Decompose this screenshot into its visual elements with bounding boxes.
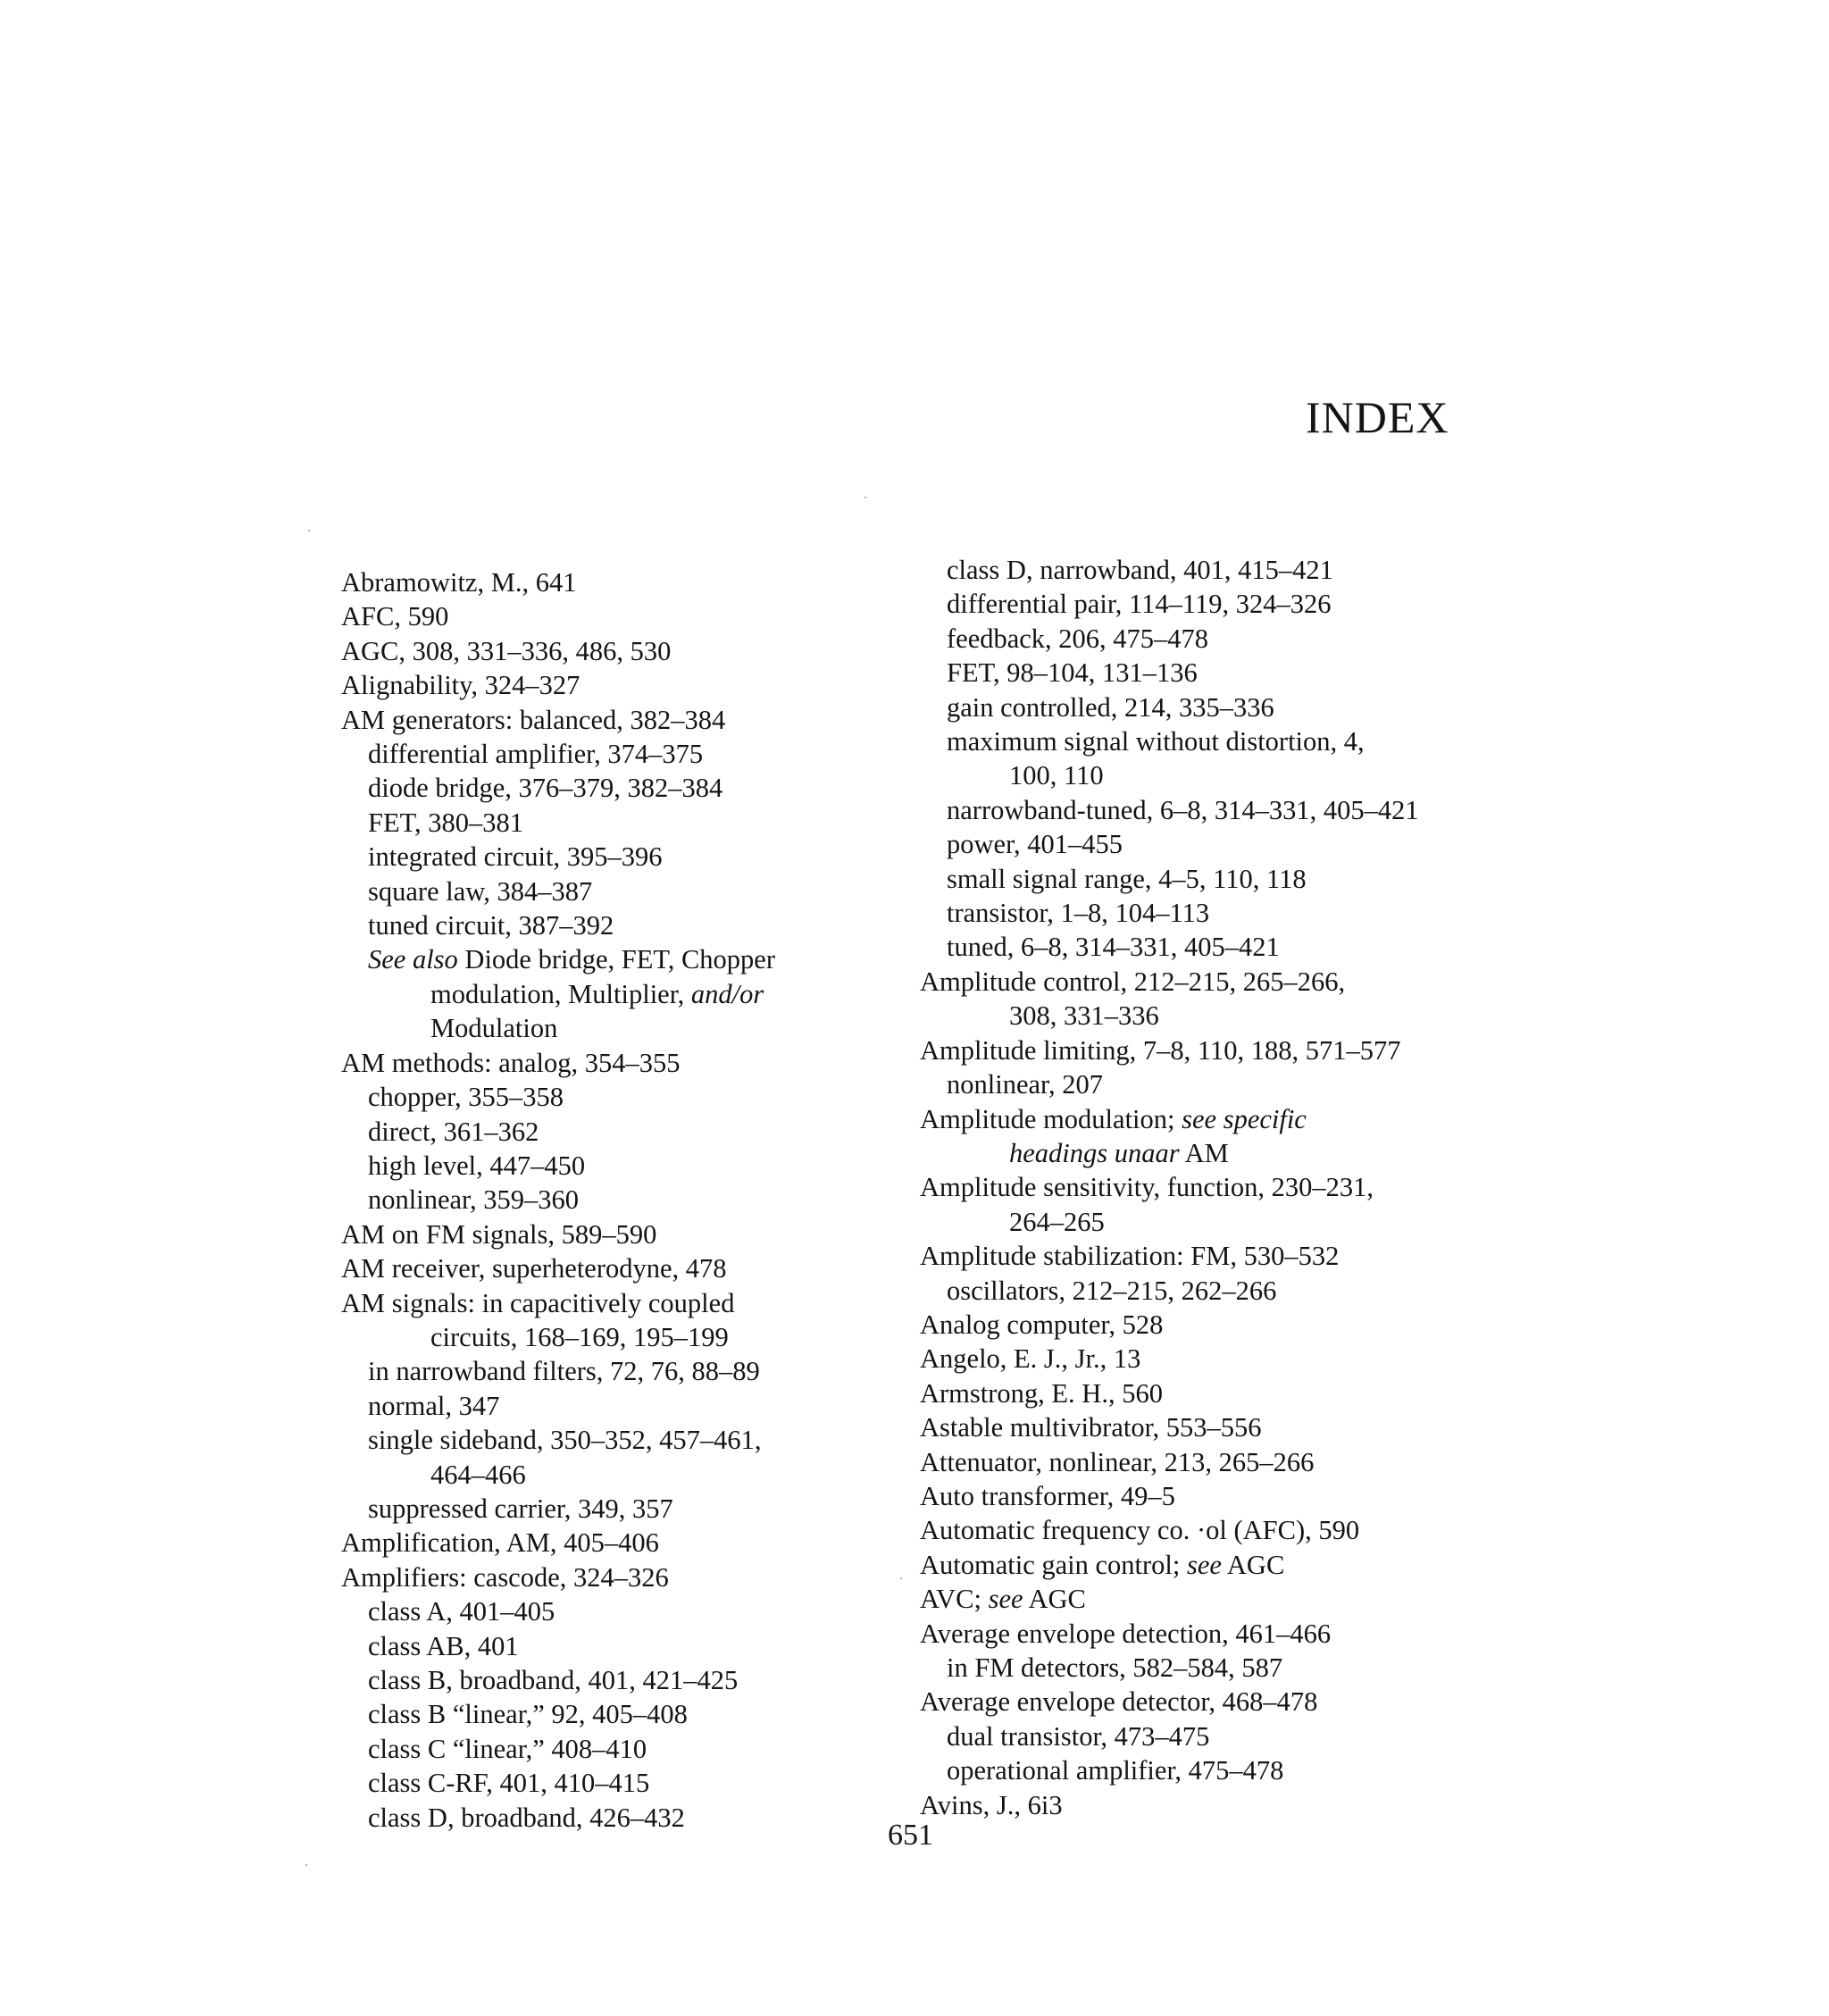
index-entry: [341, 1801, 895, 1835]
index-entry-text: single sideband, 350–352, 457–461,: [368, 1425, 762, 1456]
index-entry: [341, 1115, 895, 1149]
index-entry-text: diode bridge, 376–379, 382–384: [368, 773, 723, 804]
index-entry: [341, 1217, 895, 1251]
index-entry-text: Amplitude control, 212–215, 265–266,: [920, 966, 1346, 997]
index-entry-text: Avins, J., 6i3: [920, 1789, 1063, 1820]
index-entry: [920, 1651, 1491, 1685]
index-entry-text: differential amplifier, 374–375: [368, 739, 704, 770]
index-column-left: [341, 565, 895, 1835]
index-entry: [341, 599, 895, 633]
index-entry: [920, 793, 1491, 827]
index-entry: [341, 1594, 895, 1628]
scan-speck: [305, 1864, 307, 1866]
index-entry: [920, 1067, 1491, 1101]
index-entry-text: Amplitude stabilization: FM, 530–532: [920, 1241, 1340, 1272]
index-entry-text: Armstrong, E. H., 560: [920, 1377, 1163, 1409]
index-entry: [920, 1308, 1491, 1342]
index-entry-italic: and/or: [690, 978, 764, 1009]
index-entry: [341, 1389, 895, 1423]
index-entry-text: class AB, 401: [368, 1630, 519, 1661]
index-entry-text: Amplitude sensitivity, function, 230–231,: [920, 1172, 1374, 1203]
index-entry: [920, 1205, 1491, 1239]
index-entry: [920, 1170, 1491, 1204]
index-entry: [920, 1479, 1491, 1513]
index-entry-text: 100, 110: [1009, 760, 1104, 791]
index-entry: [341, 1011, 895, 1045]
index-entry: [341, 1458, 895, 1492]
index-entry-text: FET, 98–104, 131–136: [947, 657, 1198, 689]
index-entry: [920, 656, 1491, 690]
scan-speck: [864, 497, 866, 498]
index-entry: [341, 1732, 895, 1766]
index-entry-text: feedback, 206, 475–478: [947, 623, 1209, 654]
index-entry-text: AFC, 590: [341, 601, 449, 632]
index-entry: [920, 553, 1491, 587]
index-entry-text: Average envelope detector, 468–478: [920, 1686, 1318, 1718]
index-entry-italic: see: [988, 1584, 1023, 1615]
index-entry-text: chopper, 355–358: [368, 1082, 564, 1113]
index-entry: [341, 1080, 895, 1114]
index-entry-text: 264–265: [1009, 1206, 1105, 1237]
index-entry: [920, 758, 1491, 792]
index-entry-text: power, 401–455: [947, 829, 1123, 860]
index-entry-text: circuits, 168–169, 195–199: [430, 1321, 729, 1352]
index-entry: [920, 690, 1491, 724]
index-entry: [920, 1445, 1491, 1479]
index-entry-text: normal, 347: [368, 1390, 500, 1421]
index-entry: [920, 1548, 1491, 1582]
index-entry: [920, 1239, 1491, 1273]
index-entry: [341, 668, 895, 702]
index-entry: [341, 1354, 895, 1388]
index-entry-text: dual transistor, 473–475: [947, 1720, 1210, 1752]
index-entry: [341, 1286, 895, 1320]
index-entry: [341, 634, 895, 668]
index-entry-text: modulation, Multiplier,: [430, 978, 691, 1009]
index-entry-text: AM: [1179, 1137, 1229, 1168]
index-entry-text: narrowband-tuned, 6–8, 314–331, 405–421: [947, 794, 1419, 825]
index-entry-text: Attenuator, nonlinear, 213, 265–266: [920, 1446, 1315, 1477]
index-entry-text: high level, 447–450: [368, 1150, 586, 1181]
index-entry-text: Alignability, 324–327: [341, 670, 580, 701]
index-entry: [920, 1513, 1491, 1547]
index-entry-text: AM generators: balanced, 382–384: [341, 704, 726, 735]
index-entry: [920, 724, 1491, 758]
index-entry-text: AGC: [1023, 1584, 1086, 1615]
index-entry: [341, 737, 895, 771]
page-title: INDEX: [1306, 392, 1449, 442]
index-entry-text: class C-RF, 401, 410–415: [368, 1768, 650, 1799]
index-entry: [341, 565, 895, 599]
index-entry-text: integrated circuit, 395–396: [368, 841, 663, 873]
index-entry: [920, 1033, 1491, 1067]
index-entry: [341, 1629, 895, 1663]
index-entry-text: Abramowitz, M., 641: [341, 567, 577, 598]
index-entry-text: suppressed carrier, 349, 357: [368, 1493, 673, 1524]
index-entry-text: class B, broadband, 401, 421–425: [368, 1665, 739, 1695]
index-entry-text: small signal range, 4–5, 110, 118: [947, 863, 1307, 894]
index-entry: [920, 587, 1491, 621]
index-entry-text: Automatic gain control;: [920, 1549, 1187, 1580]
index-entry-text: in narrowband filters, 72, 76, 88–89: [368, 1356, 760, 1387]
index-entry: [920, 1376, 1491, 1410]
index-entry-text: Auto transformer, 49–5: [920, 1480, 1175, 1511]
index-entry-text: AM on FM signals, 589–590: [341, 1218, 657, 1250]
index-entry: [341, 1560, 895, 1594]
index-entry-text: nonlinear, 207: [947, 1069, 1103, 1100]
index-entry-text: class C “linear,” 408–410: [368, 1733, 647, 1764]
index-entry-italic: See also: [368, 944, 458, 975]
index-entry-text: AGC: [1221, 1549, 1285, 1580]
index-entry: [920, 827, 1491, 861]
index-entry-text: Angelo, E. J., Jr., 13: [920, 1343, 1141, 1375]
index-entry: [920, 1274, 1491, 1308]
index-entry: [920, 622, 1491, 656]
index-entry-text: Astable multivibrator, 553–556: [920, 1412, 1262, 1443]
index-entry-text: class D, narrowband, 401, 415–421: [947, 555, 1333, 585]
index-entry-text: direct, 361–362: [368, 1116, 539, 1147]
index-entry: [341, 1766, 895, 1800]
index-entry: [920, 1342, 1491, 1376]
index-entry: [341, 1526, 895, 1560]
index-entry-text: 308, 331–336: [1009, 1000, 1159, 1032]
index-entry-text: AM methods: analog, 354–355: [341, 1047, 681, 1078]
index-entry: [920, 1788, 1491, 1822]
index-entry-text: Amplitude limiting, 7–8, 110, 188, 571–577: [920, 1034, 1401, 1066]
index-entry-text: 464–466: [430, 1459, 526, 1490]
scan-speck: [900, 1577, 902, 1579]
index-entry-text: Amplitude modulation;: [920, 1103, 1182, 1134]
index-entry: [341, 703, 895, 737]
index-entry: [920, 930, 1491, 964]
index-column-right: [920, 553, 1491, 1822]
index-entry-text: Modulation: [430, 1013, 558, 1044]
index-entry: [920, 1410, 1491, 1444]
index-entry: [341, 1320, 895, 1354]
index-entry-text: operational amplifier, 475–478: [947, 1755, 1284, 1786]
index-entry-text: AGC, 308, 331–336, 486, 530: [341, 635, 672, 666]
index-entry: [341, 908, 895, 942]
index-entry: [341, 1183, 895, 1217]
index-entry: [341, 977, 895, 1011]
index-entry-text: Amplification, AM, 405–406: [341, 1527, 659, 1559]
index-entry: [341, 1149, 895, 1183]
index-entry-text: FET, 380–381: [368, 807, 523, 838]
index-entry: [920, 1136, 1491, 1170]
page-number: 651: [888, 1819, 933, 1852]
index-entry: [920, 1582, 1491, 1616]
index-entry-text: differential pair, 114–119, 324–326: [947, 589, 1332, 620]
index-entry-italic: see specific: [1182, 1103, 1307, 1134]
index-entry-text: tuned circuit, 387–392: [368, 910, 614, 941]
index-entry-text: square law, 384–387: [368, 875, 593, 907]
index-entry: [920, 1102, 1491, 1136]
index-entry: [920, 1685, 1491, 1719]
index-entry: [920, 896, 1491, 930]
index-entry-text: Automatic frequency co. ·ol (AFC), 590: [920, 1515, 1360, 1546]
index-entry-text: Diode bridge, FET, Chopper: [457, 944, 775, 975]
index-entry-text: nonlinear, 359–360: [368, 1184, 579, 1216]
index-entry-text: AVC;: [920, 1584, 989, 1615]
index-entry-text: Amplifiers: cascode, 324–326: [341, 1561, 669, 1593]
index-entry-text: transistor, 1–8, 104–113: [947, 898, 1210, 929]
index-entry: [341, 771, 895, 805]
index-entry: [920, 965, 1491, 999]
index-entry: [341, 1697, 895, 1731]
index-entry-text: maximum signal without distortion, 4,: [947, 726, 1365, 757]
index-entry: [920, 1753, 1491, 1787]
index-entry-text: class A, 401–405: [368, 1596, 555, 1627]
index-entry: [341, 1423, 895, 1457]
index-entry-text: gain controlled, 214, 335–336: [947, 691, 1274, 723]
index-entry: [341, 1492, 895, 1526]
scan-speck: [308, 530, 310, 531]
index-entry: [341, 942, 895, 976]
index-entry-text: class D, broadband, 426–432: [368, 1802, 685, 1833]
index-entry: [920, 1719, 1491, 1753]
index-entry-text: oscillators, 212–215, 262–266: [947, 1275, 1277, 1306]
index-entry-text: class B “linear,” 92, 405–408: [368, 1699, 688, 1730]
index-entry: [341, 806, 895, 840]
index-entry: [341, 1251, 895, 1285]
index-entry-text: AM receiver, superheterodyne, 478: [341, 1253, 727, 1284]
index-entry: [920, 999, 1491, 1033]
index-entry-text: in FM detectors, 582–584, 587: [947, 1652, 1283, 1683]
index-entry: [341, 1046, 895, 1080]
index-entry-text: Average envelope detection, 461–466: [920, 1618, 1332, 1649]
index-entry: [341, 840, 895, 874]
index-entry: [920, 1617, 1491, 1651]
index-entry: [341, 1663, 895, 1697]
index-entry: [920, 862, 1491, 896]
index-entry-text: AM signals: in capacitively coupled: [341, 1287, 735, 1318]
index-entry-italic: headings unaar: [1009, 1137, 1180, 1168]
index-entry-italic: see: [1187, 1549, 1222, 1580]
index-entry-text: Analog computer, 528: [920, 1309, 1164, 1340]
index-entry-text: tuned, 6–8, 314–331, 405–421: [947, 932, 1280, 963]
index-entry: [341, 874, 895, 908]
